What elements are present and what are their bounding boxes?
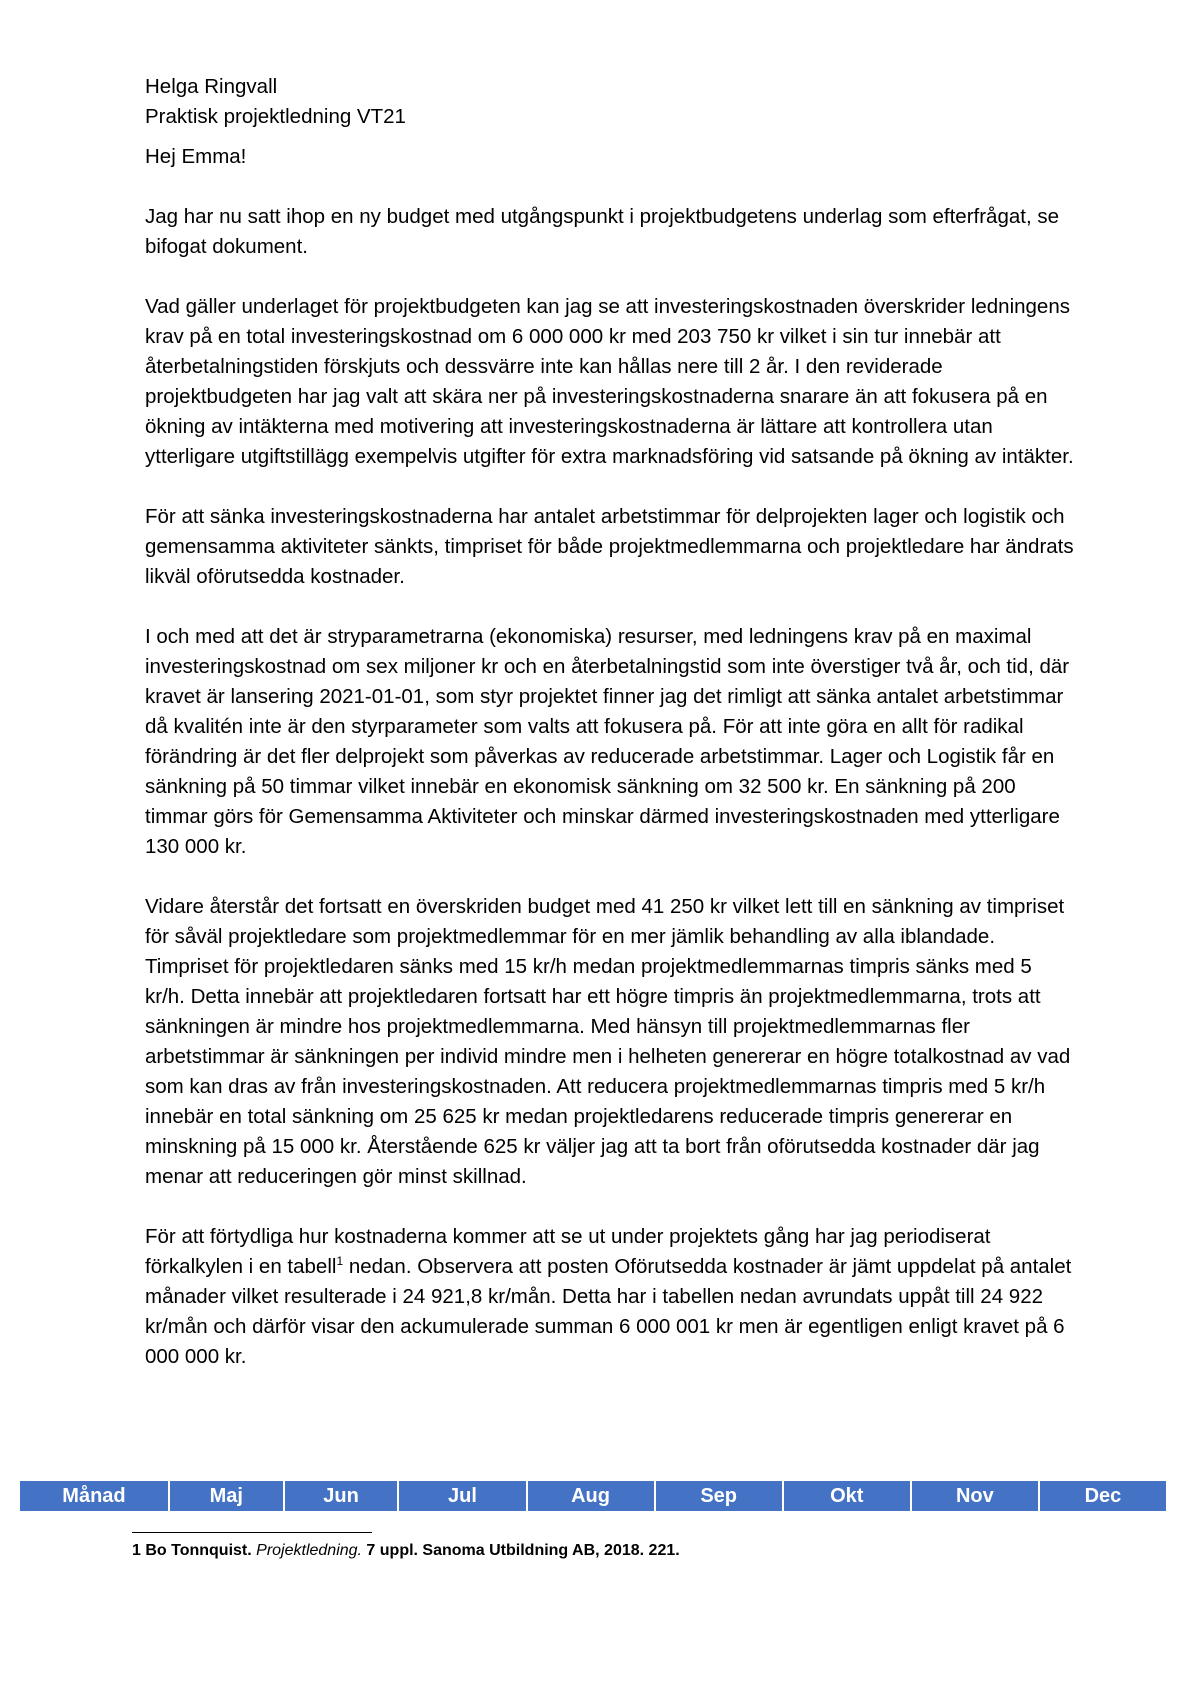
table-header-row <box>20 1481 1166 1511</box>
header-cell-sep: Sep <box>656 1481 782 1511</box>
header-cell-nov: Nov <box>912 1481 1038 1511</box>
paragraph-5: Vidare återstår det fortsatt en överskriden budget med 41 250 kr vilket lett till en sänkning av timpriset för såväl projektledare som projektmedlemmar för en mer jämlik behandling av alla iblandade. Timpriset för projektledaren sänks med 15 kr/h medan projektmedlemmarnas timpris sänks med 5 kr/h. Detta innebär att projektledaren fortsatt har ett högre timpris än projektmedlemmarna, trots att sänkningen är mindre hos projektmedlemmarna. Med hänsyn till projektmedlemmarnas fler arbetstimmar är sänkningen per individ mindre men i helheten genererar en högre totalkostnad av vad som kan dras av från investeringskostnaden. Att reducera projektmedlemmarnas timpris med 5 kr/h innebär en total sänkning om 25 625 kr medan projektledarens reducerade timpris genererar en minskning på 15 000 kr. Återstående 625 kr väljer jag att ta bort från oförutsedda kostnader där jag menar att reduceringen gör minst skillnad. <box>145 895 1071 1188</box>
paragraph-6 <box>145 1222 1075 1372</box>
greeting: Hej Emma! <box>145 145 247 168</box>
header-cell-month: Månad <box>20 1481 168 1511</box>
paragraph-3: För att sänka investeringskostnaderna har antalet arbetstimmar för delprojekten lager och logistik och gemensamma aktiviteter sänkts, timpriset för både projektmedlemmarna och projektledare har ändrats likväl oförutsedda kostnader. <box>145 505 1074 588</box>
header-cell-may: Maj <box>170 1481 283 1511</box>
header-cell-jun: Jun <box>285 1481 398 1511</box>
footnote-prefix: 1 Bo Tonnquist. <box>132 1542 257 1559</box>
course-title: Praktisk projektledning VT21 <box>145 105 406 128</box>
paragraph-2: Vad gäller underlaget för projektbudgeten kan jag se att investeringskostnaden överskrider ledningens krav på en total investeringskostnad om 6 000 000 kr med 203 750 kr vilket i sin tur innebär att återbetalningstiden förskjuts och dessvärre inte kan hållas nere till 2 år. I den reviderade projektbudgeten har jag valt att skära ner på investeringskostnaderna snarare än att fokusera på en ökning av intäkterna med motivering att investeringskostnaderna är lättare att kontrollera utan ytterligare utgiftstillägg exempelvis utgifter för extra marknadsföring vid satsande på ökning av intäkter. <box>145 295 1074 468</box>
month-header-table <box>18 1481 1168 1511</box>
header-cell-aug: Aug <box>528 1481 654 1511</box>
author-name: Helga Ringvall <box>145 75 278 98</box>
header-cell-jul: Jul <box>399 1481 525 1511</box>
paragraph-1: Jag har nu satt ihop en ny budget med utgångspunkt i projektbudgetens underlag som efterfrågat, se bifogat dokument. <box>145 205 1059 258</box>
letter-body <box>145 72 1075 1402</box>
footnote <box>132 1540 680 1562</box>
footnote-divider <box>132 1532 372 1533</box>
footnote-book-title: Projektledning. <box>256 1542 362 1559</box>
header-cell-dec: Dec <box>1040 1481 1166 1511</box>
paragraph-6-start: För att förtydliga hur kostnaderna kommer att se ut under projektets gång har jag periodiserat förkalkylen i en tabell <box>145 1225 991 1278</box>
paragraph-6-end: nedan. Observera att posten Oförutsedda kostnader är jämt uppdelat på antalet månader vilket resulterade i 24 921,8 kr/mån. Detta har i tabellen nedan avrundats uppåt till 24 922 kr/mån och därför visar den ackumulerade summan 6 000 001 kr men är egentligen enligt kravet på 6 000 000 kr. <box>145 1255 1072 1368</box>
budget-table <box>18 1481 1168 1511</box>
paragraph-4: I och med att det är stryparametrarna (ekonomiska) resurser, med ledningens krav på en maximal investeringskostnad om sex miljoner kr och en återbetalningstid som inte överstiger två år, och tid, där kravet är lansering 2021-01-01, som styr projektet finner jag det rimligt att sänka antalet arbetstimmar då kvalitén inte är den styrparameter som valts att fokusera på. För att inte göra en allt för radikal förändring är det fler delprojekt som påverkas av reducerade arbetstimmar. Lager och Logistik får en sänkning på 50 timmar vilket innebär en ekonomisk sänkning om 32 500 kr. En sänkning på 200 timmar görs för Gemensamma Aktiviteter och minskar därmed investeringskostnaden med ytterligare 130 000 kr. <box>145 625 1070 858</box>
footnote-reference[interactable]: 1 <box>336 1254 344 1269</box>
footnote-suffix: 7 uppl. Sanoma Utbildning AB, 2018. 221. <box>361 1542 680 1559</box>
header-cell-oct: Okt <box>784 1481 910 1511</box>
